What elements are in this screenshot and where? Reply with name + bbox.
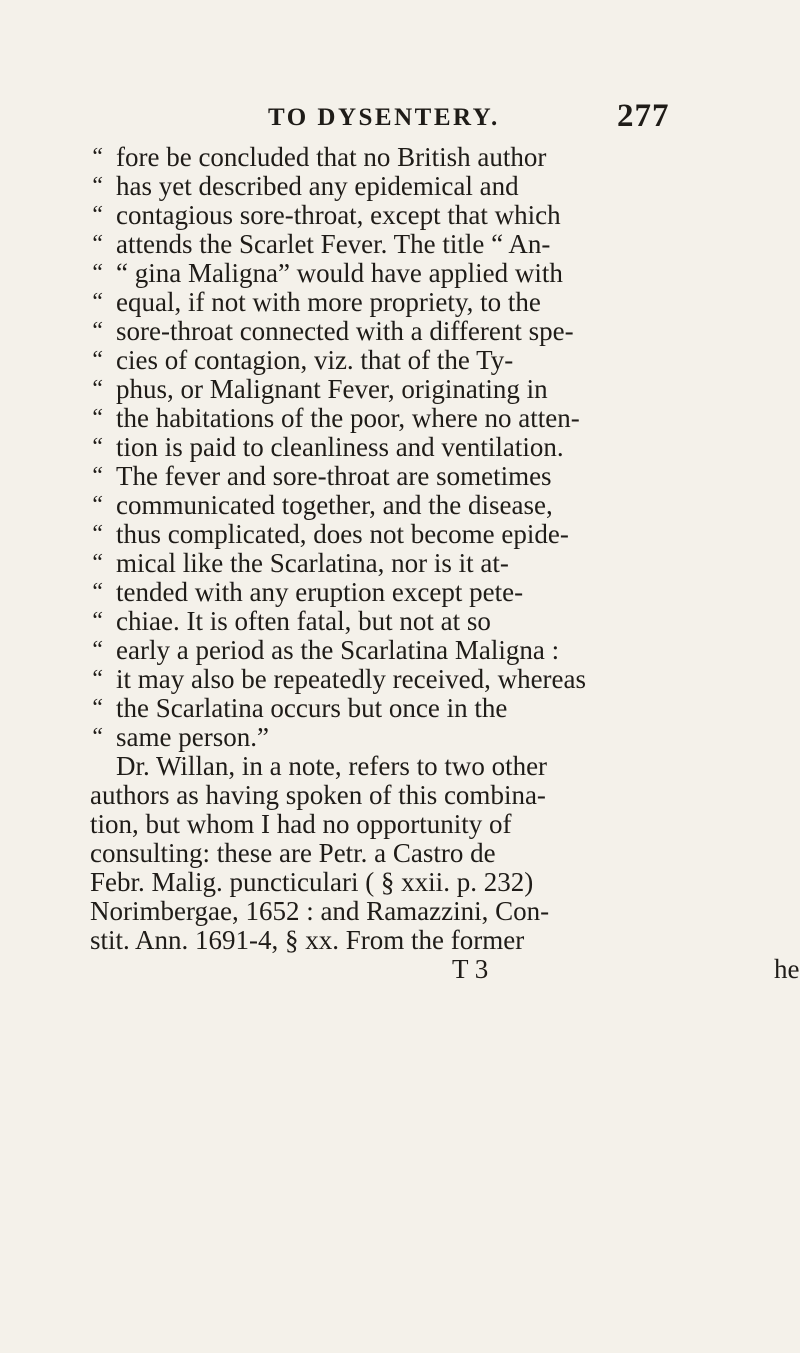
text-line: “ the Scarlatina occurs but once in the: [90, 693, 508, 723]
quote-mark: “: [90, 521, 104, 547]
text-line: “ it may also be repeatedly received, whereas: [90, 664, 587, 694]
text-line: “ fore be concluded that no British author: [90, 142, 547, 172]
text-line: “ equal, if not with more propriety, to the: [90, 287, 541, 317]
text-line: “ sore-throat connected with a different spe-: [90, 316, 574, 346]
quote-mark: “: [90, 463, 104, 489]
text-line: “ contagious sore-throat, except that which: [90, 200, 561, 230]
text-line: Febr. Malig. puncticulari ( § xxii. p. 232): [90, 867, 534, 897]
text-line: consulting: these are Petr. a Castro de: [90, 838, 496, 868]
quote-mark: “: [90, 666, 104, 692]
text-line: “ has yet described any epidemical and: [90, 171, 519, 201]
text-line: “ mical like the Scarlatina, nor is it at-: [90, 548, 509, 578]
text-line: tion, but whom I had no opportunity of: [90, 809, 512, 839]
page-number: 277: [617, 98, 670, 134]
quote-mark: “: [90, 202, 104, 228]
text-line: “ tion is paid to cleanliness and ventilation.: [90, 432, 564, 462]
text-line: Norimbergae, 1652 : and Ramazzini, Con-: [90, 896, 550, 926]
quote-mark: “: [90, 173, 104, 199]
text-line: authors as having spoken of this combina-: [90, 780, 546, 810]
quote-mark: “: [90, 376, 104, 402]
quote-mark: “: [90, 231, 104, 257]
body-text: [90, 142, 800, 984]
quote-mark: “: [90, 405, 104, 431]
text-line: “ tended with any eruption except pete-: [90, 577, 524, 607]
text-line: “ early a period as the Scarlatina Maligna :: [90, 635, 560, 665]
quote-mark: “: [90, 260, 104, 286]
text-line: “ The fever and sore-throat are sometimes: [90, 461, 552, 491]
text-line: “ phus, or Malignant Fever, originating in: [90, 374, 548, 404]
text-line: “ the habitations of the poor, where no atten-: [90, 403, 580, 433]
running-head: [0, 96, 800, 136]
text-line: “ attends the Scarlet Fever. The title “ An-: [90, 229, 551, 259]
quote-mark: “: [90, 550, 104, 576]
text-line: “ “ gina Maligna” would have applied with: [90, 258, 563, 288]
paragraph-first-line: Dr. Willan, in a note, refers to two other: [116, 751, 548, 781]
text-line: “ same person.”: [90, 722, 269, 752]
quote-mark: “: [90, 492, 104, 518]
text-line: “ communicated together, and the disease,: [90, 490, 553, 520]
footer-line: [90, 954, 800, 984]
running-head-title: TO DYSENTERY.: [268, 104, 500, 131]
quote-mark: “: [90, 608, 104, 634]
quote-mark: “: [90, 144, 104, 170]
quote-mark: “: [90, 318, 104, 344]
quote-mark: “: [90, 347, 104, 373]
text-line: “ cies of contagion, viz. that of the Ty-: [90, 345, 514, 375]
quote-mark: “: [90, 695, 104, 721]
quote-mark: “: [90, 637, 104, 663]
text-line: stit. Ann. 1691-4, § xx. From the former: [90, 925, 525, 955]
quote-mark: “: [90, 724, 104, 750]
text-line: “ chiae. It is often fatal, but not at so: [90, 606, 491, 636]
quote-mark: “: [90, 579, 104, 605]
catchword: he: [774, 954, 800, 984]
quote-mark: “: [90, 434, 104, 460]
quote-mark: “: [90, 289, 104, 315]
text-line: “ thus complicated, does not become epide-: [90, 519, 569, 549]
signature-mark: T 3: [452, 954, 489, 984]
